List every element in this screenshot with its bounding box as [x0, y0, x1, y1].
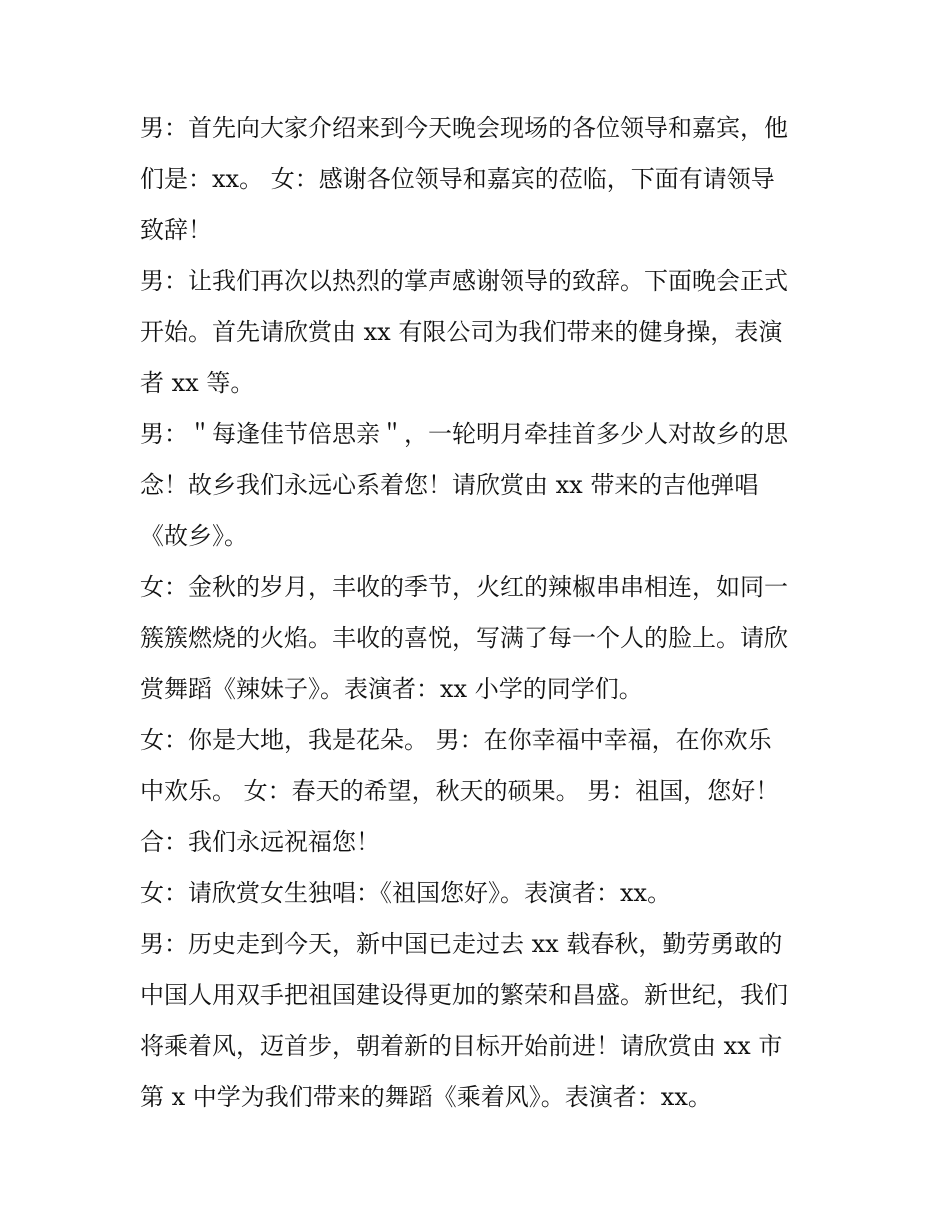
text-line: 将乘着风，迈首步，朝着新的目标开始前进！请欣赏由 xx 市	[140, 1032, 783, 1060]
text-line: 开始。首先请欣赏由 xx 有限公司为我们带来的健身操，表演	[140, 318, 783, 346]
text-line: 中国人用双手把祖国建设得更加的繁荣和昌盛。新世纪，我们	[140, 981, 788, 1009]
text-line: 中欢乐。 女：春天的希望，秋天的硕果。 男：祖国，您好！	[140, 777, 780, 805]
text-line: 致辞！	[140, 216, 212, 244]
text-line: 合：我们永远祝福您！	[140, 828, 380, 856]
text-line: 女：请欣赏女生独唱：《祖国您好》。表演者：xx。	[140, 879, 672, 907]
text-line: 女：你是大地，我是花朵。 男：在你幸福中幸福，在你欢乐	[140, 726, 772, 754]
text-line: 男：首先向大家介绍来到今天晚会现场的各位领导和嘉宾，他	[140, 114, 788, 142]
text-line: 者 xx 等。	[140, 369, 255, 397]
text-line: 簇簇燃烧的火焰。丰收的喜悦，写满了每一个人的脸上。请欣	[140, 624, 788, 652]
text-line: 第 x 中学为我们带来的舞蹈《乘着风》。表演者：xx。	[140, 1083, 712, 1111]
text-line: 赏舞蹈《辣妹子》。表演者：xx 小学的同学们。	[140, 675, 643, 703]
text-line: 女：金秋的岁月，丰收的季节，火红的辣椒串串相连，如同一	[140, 573, 788, 601]
text-line: 《故乡》。	[140, 522, 248, 550]
text-line: 男：让我们再次以热烈的掌声感谢领导的致辞。下面晚会正式	[140, 267, 788, 295]
text-line: 男：历史走到今天，新中国已走过去 xx 载春秋，勤劳勇敢的	[140, 930, 783, 958]
document-body	[140, 103, 820, 1123]
text-line: 们是：xx。 女：感谢各位领导和嘉宾的莅临，下面有请领导	[140, 165, 775, 193]
text-line: 男：＂每逢佳节倍思亲＂，一轮明月牵挂首多少人对故乡的思	[140, 420, 788, 448]
text-line: 念！故乡我们永远心系着您！请欣赏由 xx 带来的吉他弹唱	[140, 471, 759, 499]
